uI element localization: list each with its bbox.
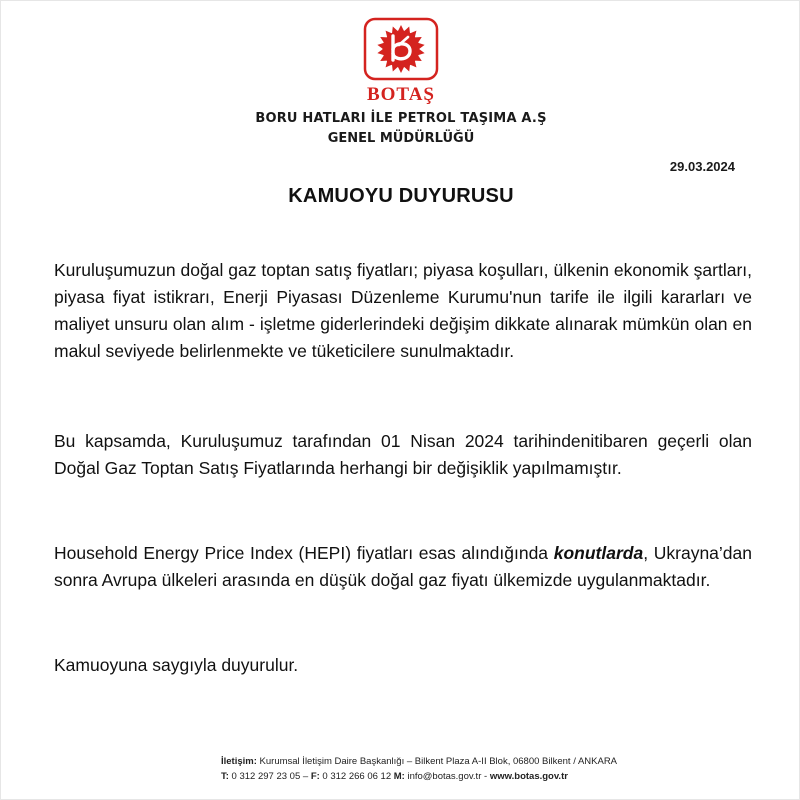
brand-name: BOTAŞ	[366, 84, 435, 105]
organization-name: BORU HATLARI İLE PETROL TAŞIMA A.Ş	[255, 111, 547, 126]
footer-phone-label: T:	[221, 771, 229, 782]
botas-logo	[363, 17, 439, 81]
closing-statement: Kamuoyuna saygıyla duyurulur.	[54, 655, 299, 675]
paragraph-3-emphasis: konutlarda	[553, 543, 644, 563]
paragraph-3	[54, 540, 752, 594]
paragraph-3-text-start: Household Energy Price Index (HEPI) fiyatları esas alındığında	[54, 543, 554, 563]
footer-contact-line	[221, 756, 621, 767]
footer-mail-label: M:	[393, 771, 405, 782]
document-date: 29.03.2024	[669, 159, 735, 174]
footer-email-link[interactable]: info@botas.gov.tr -	[404, 771, 490, 782]
paragraph-2: Bu kapsamda, Kuruluşumuz tarafından 01 Nisan 2024 tarihindenitibaren geçerli olan Doğal Gaz Toptan Satış Fiyatlarında herhangi bir değişiklik yapılmamıştır.	[54, 431, 752, 478]
paragraph-1: Kuruluşumuzun doğal gaz toptan satış fiyatları; piyasa koşulları, ülkenin ekonomik şartları, piyasa fiyat istikrarı, Enerji Piyasası Düzenleme Kurumu'nun tarife ile ilgili kararları ve maliyet unsuru olan alım - işletme giderlerindeki değişim dikkate alınarak mümkün olan en makul seviyede belirlenmekte ve tüketicilere sunulmaktadır.	[54, 260, 752, 361]
footer-website-link[interactable]: www.botas.gov.tr	[489, 771, 568, 782]
paragraph-3-text-end: , Ukrayna’dan sonra Avrupa ülkeleri arasında en düşük doğal gaz fiyatı ülkemizde uygulanmaktadır.	[54, 543, 752, 590]
footer-fax: 0 312 266 06 12	[319, 771, 394, 782]
footer-contact-label: İletişim:	[221, 756, 257, 767]
footer-fax-label: F:	[310, 771, 320, 782]
footer-phone-line	[221, 771, 621, 782]
footer-phone: 0 312 297 23 05 –	[228, 771, 311, 782]
document-title: KAMUOYU DUYURUSU	[288, 185, 514, 207]
footer-address: Kurumsal İletişim Daire Başkanlığı – Bilkent Plaza A-II Blok, 06800 Bilkent / ANKARA	[256, 756, 618, 767]
organization-subtitle: GENEL MÜDÜRLÜĞÜ	[327, 131, 475, 146]
